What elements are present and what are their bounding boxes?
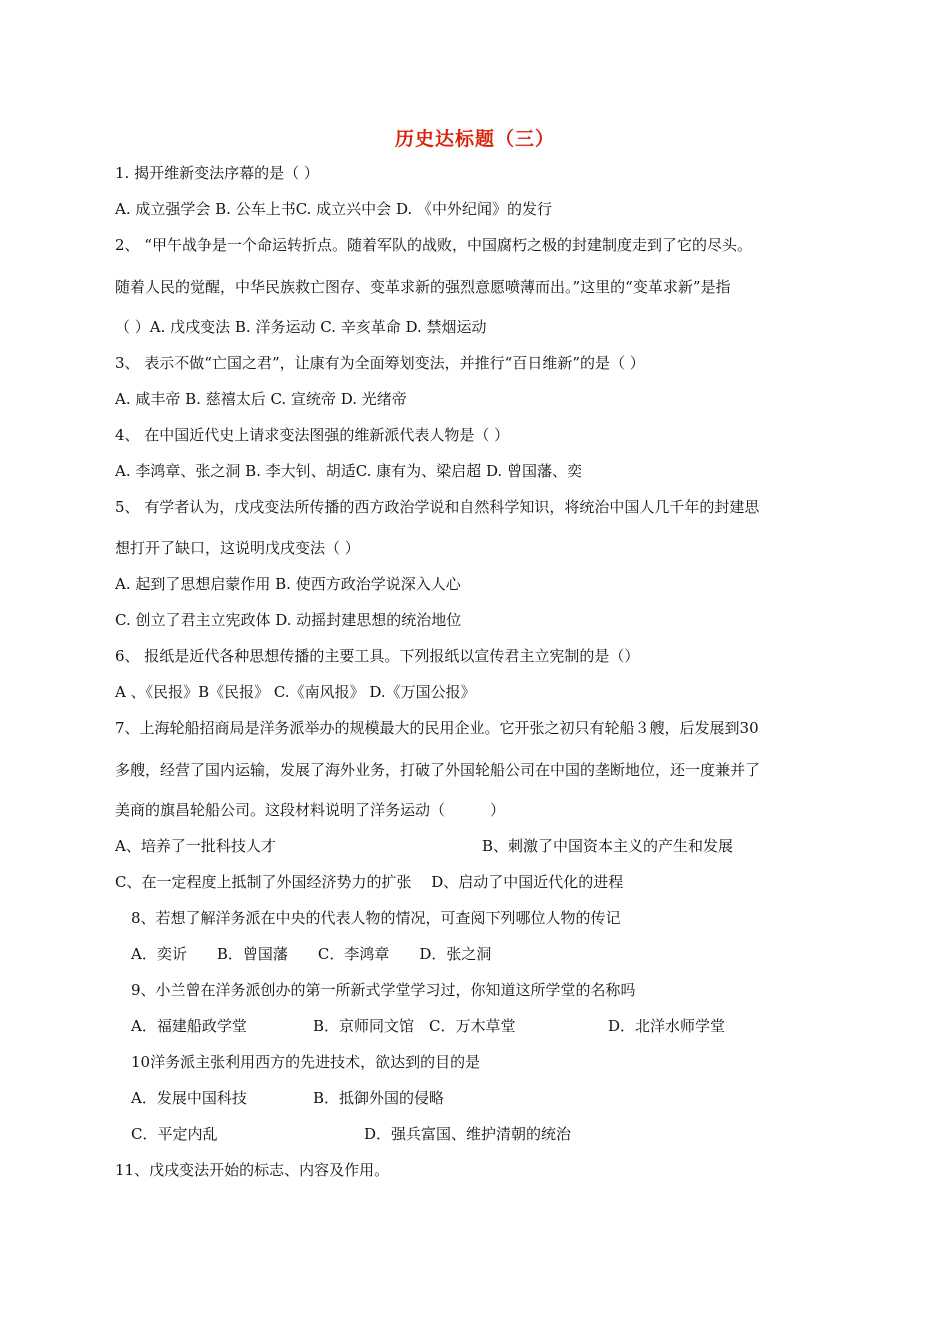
question-10-option-c: C．平定内乱 (131, 1125, 218, 1143)
question-7-option-b: B、刺激了中国资本主义的产生和发展 (482, 837, 734, 855)
question-10-option-d: D．强兵富国、维护清朝的统治 (364, 1125, 572, 1143)
question-2-line-2: 随着人民的觉醒，中华民族救亡图存、变革求新的强烈意愿喷薄而出。”这里的“变革求新”是指 (115, 278, 731, 296)
question-9: 9、小兰曾在洋务派创办的第一所新式学堂学习过，你知道这所学堂的名称吗 (131, 981, 636, 999)
question-10-option-b: B．抵御外国的侵略 (313, 1089, 445, 1107)
question-5-line-2: 想打开了缺口，这说明戊戌变法（ ） (115, 539, 360, 557)
question-7-line-3: 美商的旗昌轮船公司。这段材料说明了洋务运动（ ） (115, 801, 506, 819)
question-1: 1. 揭开维新变法序幕的是（ ） (115, 164, 319, 182)
question-5-options-ab: A. 起到了思想启蒙作用 B. 使西方政治学说深入人心 (115, 575, 461, 593)
question-4-options: A. 李鸿章、张之洞 B. 李大钊、胡适C. 康有为、梁启超 D. 曾国藩、奕 (115, 462, 582, 480)
question-6-options: A 、《民报》B《民报》 C.《南风报》 D.《万国公报》 (115, 683, 476, 701)
question-7-options-cd: C、在一定程度上抵制了外国经济势力的扩张 D、启动了中国近代化的进程 (115, 873, 624, 891)
question-9-options-bc: B．京师同文馆 C．万木草堂 (313, 1017, 516, 1035)
question-7-line-2: 多艘，经营了国内运输，发展了海外业务，打破了外国轮船公司在中国的垄断地位，还一度兼并了 (115, 761, 761, 779)
question-2-options: （ ）A. 戊戌变法 B. 洋务运动 C. 辛亥革命 D. 禁烟运动 (115, 318, 487, 336)
question-3: 3、 表示不做“亡国之君”，让康有为全面筹划变法，并推行“百日维新”的是（ ） (115, 354, 645, 372)
question-11: 11、戊戌变法开始的标志、内容及作用。 (115, 1161, 390, 1179)
question-7-option-a: A、培养了一批科技人才 (115, 837, 276, 855)
question-5-line-1: 5、 有学者认为，戊戌变法所传播的西方政治学说和自然科学知识，将统治中国人几千年的封建思 (115, 498, 760, 516)
question-9-option-d: D．北洋水师学堂 (608, 1017, 726, 1035)
question-1-options: A. 成立强学会 B. 公车上书C. 成立兴中会 D. 《中外纪闻》的发行 (115, 200, 552, 218)
question-6: 6、 报纸是近代各种思想传播的主要工具。下列报纸以宣传君主立宪制的是（） (115, 647, 640, 665)
question-8: 8、若想了解洋务派在中央的代表人物的情况，可查阅下列哪位人物的传记 (131, 909, 621, 927)
question-10-option-a: A．发展中国科技 (131, 1089, 247, 1107)
question-9-option-a: A．福建船政学堂 (131, 1017, 247, 1035)
question-4: 4、 在中国近代史上请求变法图强的维新派代表人物是（ ） (115, 426, 510, 444)
question-5-options-cd: C. 创立了君主立宪政体 D. 动摇封建思想的统治地位 (115, 611, 462, 629)
question-8-options: A．奕䜣 B．曾国藩 C．李鸿章 D．张之洞 (131, 945, 492, 963)
question-2-line-1: 2、 “甲午战争是一个命运转折点。随着军队的战败，中国腐朽之极的封建制度走到了它的尽头。 (115, 236, 752, 254)
page-title: 历史达标题（三） (394, 128, 555, 150)
question-7-line-1: 7、上海轮船招商局是洋务派举办的规模最大的民用企业。它开张之初只有轮船３艘，后发展到30 (115, 719, 759, 737)
question-10: 10洋务派主张利用西方的先进技术，欲达到的目的是 (131, 1053, 481, 1071)
question-3-options: A. 咸丰帝 B. 慈禧太后 C. 宣统帝 D. 光绪帝 (115, 390, 407, 408)
